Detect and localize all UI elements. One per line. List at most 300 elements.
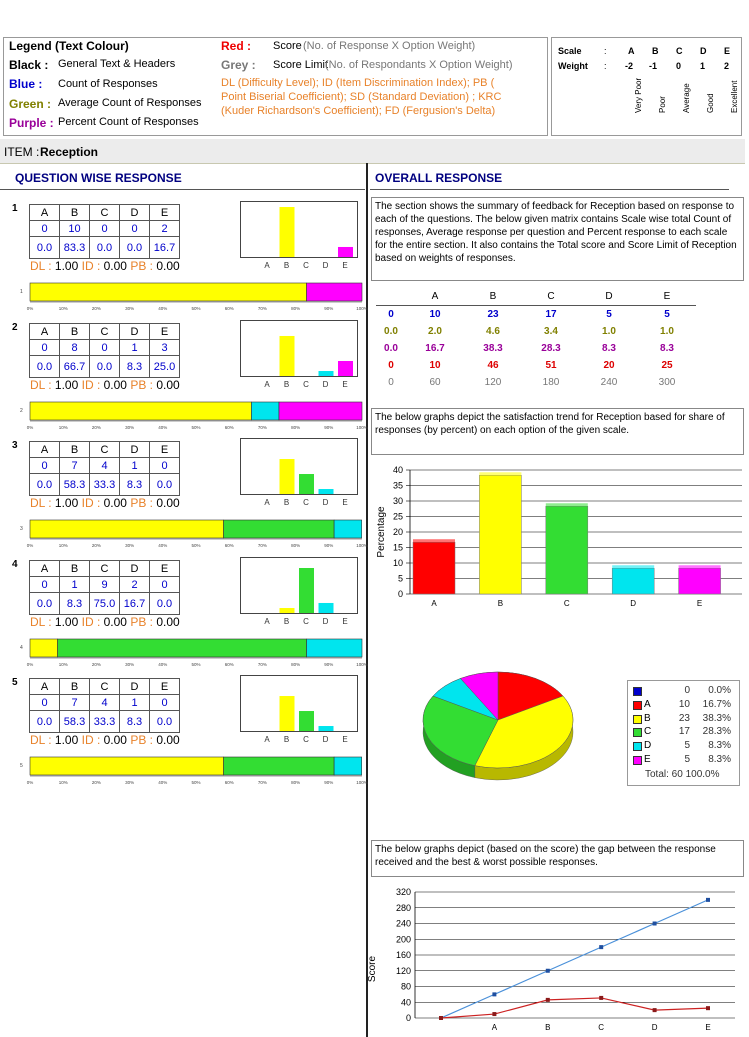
matrix-limit-cell: 300 <box>658 377 676 388</box>
option-header-cell: D <box>120 324 150 340</box>
percent-cell: 0.0 <box>30 237 60 259</box>
option-header-cell: C <box>90 442 120 458</box>
stacked-axis-tick: 40% <box>158 662 168 667</box>
line-y-tick: 80 <box>400 981 411 992</box>
mini-axis-label: D <box>322 261 329 270</box>
count-cell: 7 <box>60 458 90 474</box>
bar-y-tick: 35 <box>392 480 403 491</box>
matrix-count-cell: 5 <box>664 309 670 320</box>
percent-cell: 0.0 <box>150 711 180 733</box>
item-name: Reception <box>40 145 99 159</box>
matrix-score-cell: 25 <box>661 360 673 371</box>
stacked-axis-tick: 60% <box>224 425 234 430</box>
matrix-corner <box>376 288 406 306</box>
weight-label: Weight <box>558 61 588 71</box>
line-y-tick: 200 <box>395 934 411 945</box>
mini-bar-d <box>319 371 334 376</box>
matrix-limit-cell: 180 <box>542 377 560 388</box>
question-stacked-bar <box>14 637 368 667</box>
line-y-tick: 320 <box>395 887 411 897</box>
matrix-count-cell: 10 <box>429 309 441 320</box>
percent-cell: 33.3 <box>90 711 120 733</box>
option-header-cell: E <box>150 679 180 695</box>
question-response-table <box>29 204 180 259</box>
left-title-rule <box>0 189 365 190</box>
scale-weight-d: 1 <box>700 61 706 71</box>
question-stats <box>30 615 180 629</box>
weight-colon: : <box>604 61 607 71</box>
mini-axis-label: D <box>322 735 329 744</box>
option-header-cell: B <box>60 561 90 577</box>
count-cell <box>0 340 30 356</box>
line-x-tick: C <box>598 1023 605 1032</box>
pb-value: 0.00 <box>156 733 180 747</box>
mini-axis-label: B <box>283 380 290 389</box>
question-number: 2 <box>12 322 18 333</box>
id-label: ID : <box>81 378 101 392</box>
item-prefix: ITEM : <box>4 145 40 159</box>
pie-legend-count: 5 <box>684 740 690 752</box>
stacked-bar-tag: 4 <box>20 645 23 651</box>
count-cell: 2 <box>150 221 180 237</box>
matrix-pct-cell: 38.3 <box>483 343 503 354</box>
question-response-table <box>0 678 180 733</box>
item-bar <box>0 139 745 164</box>
count-cell: 7 <box>60 695 90 711</box>
line-y-tick: 120 <box>395 965 411 976</box>
count-cell: 0 <box>30 577 60 593</box>
legend-blue-desc: Count of Responses <box>58 78 158 90</box>
pb-label: PB : <box>130 378 154 392</box>
legend-red-desc-b: (No. of Response X Option Weight) <box>303 40 476 52</box>
stacked-axis-tick: 50% <box>191 780 201 785</box>
percent-cell <box>0 356 30 378</box>
mini-axis-label: C <box>303 380 309 389</box>
dl-label: DL : <box>30 615 52 629</box>
count-cell <box>0 577 30 593</box>
percent-cell: 8.3 <box>120 474 150 496</box>
mini-bar-b <box>280 336 295 376</box>
stacked-axis-tick: 100% <box>356 780 368 785</box>
scale-name-a: Very Poor <box>634 77 643 113</box>
pie-legend-pct: 8.3% <box>708 754 731 765</box>
stacked-axis-tick: 0% <box>26 780 34 785</box>
option-header-cell: B <box>60 442 90 458</box>
pie-legend-count: 10 <box>678 698 690 710</box>
line-series-score-limit <box>439 898 710 1020</box>
pie-legend-key: D <box>644 740 652 752</box>
pie-legend-pct: 28.3% <box>702 726 731 738</box>
scale-option-a: A <box>628 46 635 56</box>
stacked-segment-b <box>30 283 307 301</box>
percent-cell: 16.7 <box>120 593 150 615</box>
stacked-axis-tick: 30% <box>125 425 135 430</box>
score-line-chart <box>363 882 747 1034</box>
percent-cell: 0.0 <box>30 593 60 615</box>
option-header-cell <box>0 679 30 695</box>
percent-cell <box>0 593 30 615</box>
matrix-count-cell: 23 <box>487 309 499 320</box>
count-cell: 1 <box>60 577 90 593</box>
question-stacked-bar <box>14 281 368 311</box>
question-stats <box>30 496 180 510</box>
line-y-tick: 0 <box>405 1013 411 1023</box>
stacked-axis-tick: 70% <box>257 306 267 311</box>
legend-abbrev-line2: Point Biserial Coefficient); SD (Standard Deviation) ; KRC <box>221 91 502 103</box>
question-mini-bar-chart <box>240 675 360 743</box>
legend-green-desc: Average Count of Responses <box>58 97 202 109</box>
mini-axis-label: E <box>342 261 348 270</box>
matrix-count-cell: 0 <box>388 309 394 320</box>
stacked-bar-tag: 1 <box>20 289 23 295</box>
pb-value: 0.00 <box>156 259 180 273</box>
pie-legend-total: Total: 60 100.0% <box>645 769 720 780</box>
stacked-axis-tick: 30% <box>125 780 135 785</box>
stacked-segment-e <box>307 283 362 301</box>
question-number: 1 <box>12 203 18 214</box>
stacked-axis-tick: 30% <box>125 306 135 311</box>
question-mini-bar-chart <box>240 438 360 506</box>
count-cell: 8 <box>60 340 90 356</box>
option-header-cell: B <box>60 205 90 221</box>
count-cell: 2 <box>120 577 150 593</box>
mini-axis-label: B <box>283 735 290 744</box>
stacked-segment-d <box>307 639 362 657</box>
line-point <box>546 998 550 1002</box>
question-stats <box>30 259 180 273</box>
stacked-axis-tick: 60% <box>224 306 234 311</box>
count-cell: 9 <box>90 577 120 593</box>
legend-black-label: Black : <box>9 58 49 72</box>
stacked-axis-tick: 50% <box>191 543 201 548</box>
mini-axis-label: A <box>264 735 270 744</box>
legend-grey-desc-a: Score Limit <box>273 59 329 71</box>
id-value: 0.00 <box>103 615 127 629</box>
stacked-axis-tick: 0% <box>26 543 34 548</box>
stacked-axis-tick: 70% <box>257 780 267 785</box>
option-header-cell: A <box>30 442 60 458</box>
option-header-cell: E <box>150 442 180 458</box>
stacked-axis-tick: 70% <box>257 425 267 430</box>
stacked-axis-tick: 80% <box>291 543 301 548</box>
dl-value: 1.00 <box>54 615 79 629</box>
bar-y-tick: 30 <box>392 496 403 506</box>
mini-axis-label: C <box>303 261 309 270</box>
question-number: 3 <box>12 440 18 451</box>
percent-cell: 83.3 <box>60 237 90 259</box>
bar-y-label: Percentage <box>376 506 387 558</box>
stacked-segment-c <box>224 757 335 775</box>
question-stacked-bar <box>14 755 368 785</box>
pie-legend-count: 17 <box>678 726 690 738</box>
stacked-axis-tick: 100% <box>356 306 368 311</box>
mini-axis-label: C <box>303 498 309 507</box>
dl-value: 1.00 <box>54 259 79 273</box>
percent-cell: 25.0 <box>150 356 180 378</box>
stacked-axis-tick: 50% <box>191 425 201 430</box>
id-label: ID : <box>81 615 101 629</box>
scale-option-c: C <box>676 46 683 56</box>
option-header-cell <box>0 324 30 340</box>
matrix-avg-cell: 3.4 <box>544 326 558 337</box>
mini-axis-label: A <box>264 380 270 389</box>
stacked-axis-tick: 70% <box>257 543 267 548</box>
scale-name-d: Good <box>706 93 715 113</box>
percent-cell: 8.3 <box>60 593 90 615</box>
stacked-axis-tick: 40% <box>158 306 168 311</box>
percent-cell: 58.3 <box>60 711 90 733</box>
scale-name-e: Excellent <box>730 80 739 113</box>
id-value: 0.00 <box>103 733 127 747</box>
option-header-cell <box>0 442 30 458</box>
stacked-axis-tick: 80% <box>291 425 301 430</box>
mini-bar-d <box>319 489 334 494</box>
count-cell: 1 <box>120 458 150 474</box>
count-cell: 0 <box>150 458 180 474</box>
bar-y-tick: 5 <box>397 573 403 584</box>
bar-d <box>612 565 654 594</box>
bar-x-tick: A <box>431 599 437 608</box>
stacked-axis-tick: 20% <box>91 543 101 548</box>
matrix-limit-cell: 60 <box>429 377 441 388</box>
count-cell: 0 <box>30 340 60 356</box>
option-header-cell: C <box>90 561 120 577</box>
pb-value: 0.00 <box>156 378 180 392</box>
line-point <box>439 1016 443 1020</box>
mini-bar-c <box>299 474 314 494</box>
matrix-header-cell: E <box>638 288 696 306</box>
pb-label: PB : <box>130 259 154 273</box>
matrix-pct-cell: 16.7 <box>425 343 445 354</box>
line-series-score <box>439 996 710 1020</box>
legend-grey-desc-b: (No. of Respondants X Option Weight) <box>325 59 513 71</box>
count-cell: 0 <box>30 458 60 474</box>
pie-legend-swatch <box>633 728 642 737</box>
mini-bar-c <box>299 711 314 731</box>
option-header-cell: E <box>150 205 180 221</box>
mini-bar-b <box>280 696 295 731</box>
matrix-limit-cell: 0 <box>388 377 394 388</box>
pie-legend-count: 0 <box>684 685 690 696</box>
legend-purple-desc: Percent Count of Responses <box>58 116 199 128</box>
question-stacked-bar <box>14 400 368 430</box>
mini-bar-b <box>280 608 295 613</box>
mini-axis-label: C <box>303 735 309 744</box>
stacked-axis-tick: 0% <box>26 306 34 311</box>
option-header-cell: D <box>120 561 150 577</box>
legend-abbrev-line1: DL (Difficulty Level); ID (Item Discrimination Index); PB ( <box>221 77 495 89</box>
mini-bar-e <box>338 247 353 257</box>
dl-label: DL : <box>30 733 52 747</box>
mini-axis-label: B <box>283 261 290 270</box>
mini-axis-label: E <box>342 735 348 744</box>
question-mini-bar-chart <box>240 320 360 388</box>
mini-bar-d <box>319 603 334 613</box>
stacked-axis-tick: 70% <box>257 662 267 667</box>
option-header-cell: D <box>120 679 150 695</box>
percent-cell: 0.0 <box>30 711 60 733</box>
stacked-bar-tag: 2 <box>20 408 23 414</box>
option-header-cell: A <box>30 205 60 221</box>
legend-title: Legend (Text Colour) <box>9 39 129 53</box>
count-cell: 0 <box>120 221 150 237</box>
mini-bar-c <box>299 568 314 613</box>
scale-option-e: E <box>724 46 731 56</box>
stacked-axis-tick: 0% <box>26 662 34 667</box>
stacked-axis-tick: 30% <box>125 543 135 548</box>
legend-grey-label: Grey : <box>221 58 256 72</box>
scale-weight-a: -2 <box>625 61 634 71</box>
option-header-cell: C <box>90 679 120 695</box>
percent-cell: 0.0 <box>90 237 120 259</box>
mini-axis-label: E <box>342 380 348 389</box>
matrix-header-cell: D <box>580 288 638 306</box>
count-cell: 0 <box>30 221 60 237</box>
bar-e <box>679 565 721 594</box>
percentage-bar-chart <box>370 460 745 615</box>
matrix-header-cell: C <box>522 288 580 306</box>
stacked-segment-d <box>334 520 362 538</box>
pie-legend-count: 5 <box>684 754 690 765</box>
legend-red-label: Red : <box>221 39 251 53</box>
mini-axis-label: B <box>283 617 290 626</box>
legend-purple-label: Purple : <box>9 116 54 130</box>
count-cell: 0 <box>150 577 180 593</box>
bar-y-tick: 0 <box>397 589 403 599</box>
question-stats <box>30 378 180 392</box>
percent-cell <box>0 474 30 496</box>
stacked-axis-tick: 20% <box>91 780 101 785</box>
pie-legend-pct: 0.0% <box>708 685 731 696</box>
mini-axis-label: E <box>342 617 348 626</box>
matrix-limit-cell: 240 <box>600 377 618 388</box>
stacked-axis-tick: 80% <box>291 662 301 667</box>
option-header-cell: B <box>60 324 90 340</box>
bar-c <box>546 503 588 594</box>
stacked-axis-tick: 0% <box>26 425 34 430</box>
pie-legend-pct: 38.3% <box>702 712 731 724</box>
bar-x-tick: D <box>630 599 637 608</box>
mini-axis-label: A <box>264 261 270 270</box>
percent-cell: 33.3 <box>90 474 120 496</box>
mini-bar-e <box>338 361 353 376</box>
bar-y-tick: 10 <box>392 558 403 568</box>
stacked-axis-tick: 90% <box>324 780 334 785</box>
stacked-segment-b <box>30 520 224 538</box>
mini-axis-label: D <box>322 617 329 626</box>
pie-legend-key: C <box>644 726 652 738</box>
matrix-pct-cell: 28.3 <box>541 343 561 354</box>
stacked-axis-tick: 10% <box>58 306 68 311</box>
mini-axis-label: D <box>322 498 329 507</box>
stacked-axis-tick: 90% <box>324 543 334 548</box>
legend-abbrev-line3: (Kuder Richardson's Coefficient); FD (Fergusion's Delta) <box>221 105 496 117</box>
stacked-axis-tick: 30% <box>125 662 135 667</box>
pie-legend-count: 23 <box>678 712 690 724</box>
question-response-table <box>0 323 180 378</box>
stacked-axis-tick: 60% <box>224 662 234 667</box>
question-number: 5 <box>12 677 18 688</box>
percent-cell: 0.0 <box>90 356 120 378</box>
dl-label: DL : <box>30 259 52 273</box>
line-x-tick: E <box>705 1023 711 1032</box>
pie-legend-key: E <box>644 754 651 765</box>
line-point <box>492 992 496 996</box>
percent-cell <box>0 711 30 733</box>
pb-label: PB : <box>130 733 154 747</box>
bar-x-tick: E <box>696 599 703 608</box>
line-point <box>599 996 603 1000</box>
legend-green-label: Green : <box>9 97 52 111</box>
count-cell: 0 <box>90 221 120 237</box>
line-y-label: Score <box>367 955 378 983</box>
count-cell: 0 <box>30 695 60 711</box>
stacked-axis-tick: 20% <box>91 306 101 311</box>
pb-label: PB : <box>130 496 154 510</box>
pie-legend-swatch <box>633 715 642 724</box>
percent-cell: 0.0 <box>120 237 150 259</box>
stacked-segment-b <box>30 757 224 775</box>
percent-cell: 0.0 <box>150 474 180 496</box>
stacked-segment-c <box>58 639 307 657</box>
line-y-tick: 240 <box>395 918 411 929</box>
matrix-avg-cell: 0.0 <box>384 326 398 337</box>
stacked-axis-tick: 10% <box>58 780 68 785</box>
line-point <box>599 945 603 949</box>
stacked-segment-d <box>334 757 362 775</box>
dl-value: 1.00 <box>54 733 79 747</box>
stacked-segment-c <box>224 520 335 538</box>
percent-cell: 16.7 <box>150 237 180 259</box>
id-value: 0.00 <box>103 259 127 273</box>
mini-axis-label: A <box>264 498 270 507</box>
pie-legend-swatch <box>633 701 642 710</box>
bar-description: The below graphs depict the satisfaction trend for Reception based for share of responses (by percent) on each option of the given scale. <box>371 408 744 455</box>
stacked-segment-b <box>30 402 251 420</box>
option-header-cell: A <box>30 679 60 695</box>
matrix-avg-cell: 1.0 <box>660 326 674 337</box>
matrix-limit-cell: 120 <box>484 377 502 388</box>
pie-legend-pct: 8.3% <box>708 740 731 752</box>
stacked-bar-tag: 3 <box>20 526 23 532</box>
stacked-axis-tick: 60% <box>224 780 234 785</box>
line-x-tick: A <box>491 1023 498 1032</box>
count-cell: 1 <box>120 695 150 711</box>
scale-name-c: Average <box>682 83 691 113</box>
stacked-axis-tick: 90% <box>324 306 334 311</box>
count-cell: 4 <box>90 695 120 711</box>
stacked-axis-tick: 80% <box>291 306 301 311</box>
mini-axis-label: B <box>283 498 290 507</box>
bar-x-tick: C <box>563 599 570 608</box>
question-response-table <box>0 441 180 496</box>
percent-cell: 0.0 <box>30 356 60 378</box>
mini-bar-d <box>319 726 334 731</box>
line-point <box>653 922 657 926</box>
count-cell <box>0 695 30 711</box>
matrix-avg-cell: 4.6 <box>486 326 500 337</box>
question-stacked-bar <box>14 518 368 548</box>
matrix-count-cell: 5 <box>606 309 612 320</box>
scale-weight-e: 2 <box>724 61 730 71</box>
pb-value: 0.00 <box>156 496 180 510</box>
stacked-segment-b <box>30 639 58 657</box>
pie-legend-swatch <box>633 742 642 751</box>
matrix-avg-cell: 2.0 <box>428 326 442 337</box>
stacked-axis-tick: 60% <box>224 543 234 548</box>
matrix-pct-cell: 0.0 <box>384 343 398 354</box>
line-point <box>706 1006 710 1010</box>
